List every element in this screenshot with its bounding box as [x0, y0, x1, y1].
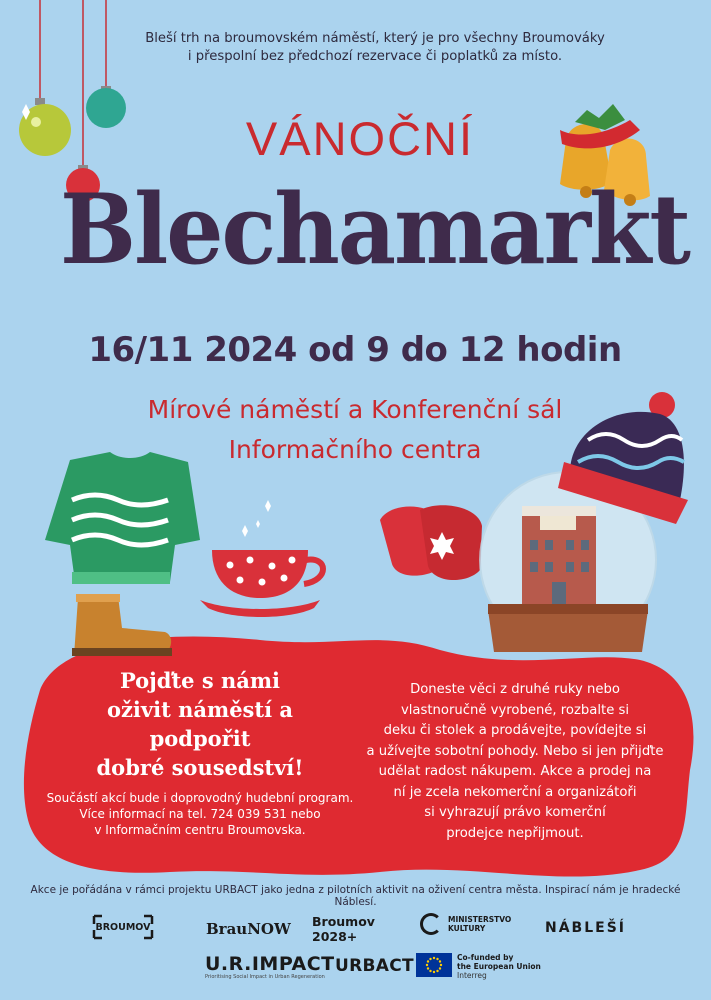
description-line: vlastnoručně vyrobené, rozbalte si: [400, 702, 630, 718]
pretitle: VÁNOČNÍ: [245, 112, 475, 165]
description-line: si vyhrazují právo komerční: [424, 805, 606, 820]
broumov-logo-text: BROUMOV: [95, 921, 151, 933]
event-place-line-1: Mírové náměstí a Konferenční sál: [147, 395, 563, 424]
broumov-logo: [90, 912, 156, 942]
description-line: a užívejte sobotní pohody. Nebo si jen přijďte: [366, 743, 664, 759]
eu-stars-icon: [416, 953, 452, 977]
nablesi-logo: NÁBLEŠÍ: [545, 920, 626, 936]
slogan-line-3: dobré sousedství!: [96, 755, 304, 780]
urimpact-logo: [205, 954, 335, 980]
broumov-logo-frame: [90, 912, 156, 942]
urbact-logo: URBACT: [335, 956, 414, 976]
slogan-line-1: Pojďte s námi: [119, 668, 281, 693]
event-datetime: 16/11 2024 od 9 do 12 hodin: [88, 330, 622, 370]
ministerstvo-line-2: KULTURY: [448, 924, 486, 933]
description-line: prodejce nepřijmout.: [446, 825, 584, 841]
ministerstvo-kultury-logo: [420, 913, 511, 935]
ministerstvo-line-1: MINISTERSTVO: [448, 915, 512, 924]
description-line: Doneste věci z druhé ruky nebo: [410, 682, 620, 697]
eu-line-1: Co-funded by: [457, 953, 514, 962]
mittens-icon: [380, 505, 482, 580]
sweater-icon: [45, 452, 200, 584]
broumov-2028-logo: [312, 914, 375, 944]
description-line: ní je zcela nekomerční a organizátoři: [393, 784, 637, 800]
ministerstvo-emblem-icon: [420, 913, 442, 935]
program-info: [35, 790, 365, 838]
event-place-line-2: Informačního centra: [228, 435, 482, 464]
event-place: [90, 390, 620, 470]
intro-line-1: Bleší trh na broumovském náměstí, který je pro všechny Broumováky: [145, 31, 605, 46]
braunow-logo: BrauNOW: [206, 920, 291, 938]
broumov-2028-line-1: Broumov: [312, 914, 375, 929]
ministerstvo-kultury-text: [448, 915, 511, 933]
slogan-line-2: oživit náměstí a podpořit: [107, 697, 293, 751]
urimpact-subtitle: Prioritising Social Impact in Urban Regeneration: [205, 974, 325, 980]
teacup-icon: [200, 500, 323, 617]
program-line-1: Součástí akcí bude i doprovodný hudební program.: [46, 791, 354, 805]
program-line-2: Více informací na tel. 724 039 531 nebo: [79, 807, 321, 821]
program-line-3: v Informačním centru Broumovska.: [94, 823, 306, 837]
description-line: udělat radost nákupem. Akce a prodej na: [378, 764, 652, 779]
eu-cofunded-logo: [416, 953, 541, 980]
broumov-2028-line-2: 2028+: [312, 929, 358, 944]
eu-line-2: the European Union: [457, 962, 541, 971]
description: [345, 680, 685, 844]
description-line: deku či stolek a prodávejte, povídejte si: [383, 723, 647, 738]
intro-line-2: i přespolní bez předchozí rezervace či poplatků za místo.: [187, 49, 563, 64]
boot-icon: [72, 594, 172, 656]
eu-line-3: Interreg: [457, 971, 487, 980]
urimpact-name: U.R.IMPACT: [205, 953, 335, 975]
eu-flag-icon: [416, 953, 452, 977]
eu-cofunded-text: [457, 953, 541, 980]
intro-text: [95, 30, 655, 66]
page-title: Blechamarkt: [60, 173, 689, 287]
slogan: [55, 666, 345, 782]
footer-note: Akce je pořádána v rámci projektu URBACT jako jedna z pilotních aktivit na oživení centra města. Inspirací nám je hradecké Náblesí.: [30, 884, 681, 908]
